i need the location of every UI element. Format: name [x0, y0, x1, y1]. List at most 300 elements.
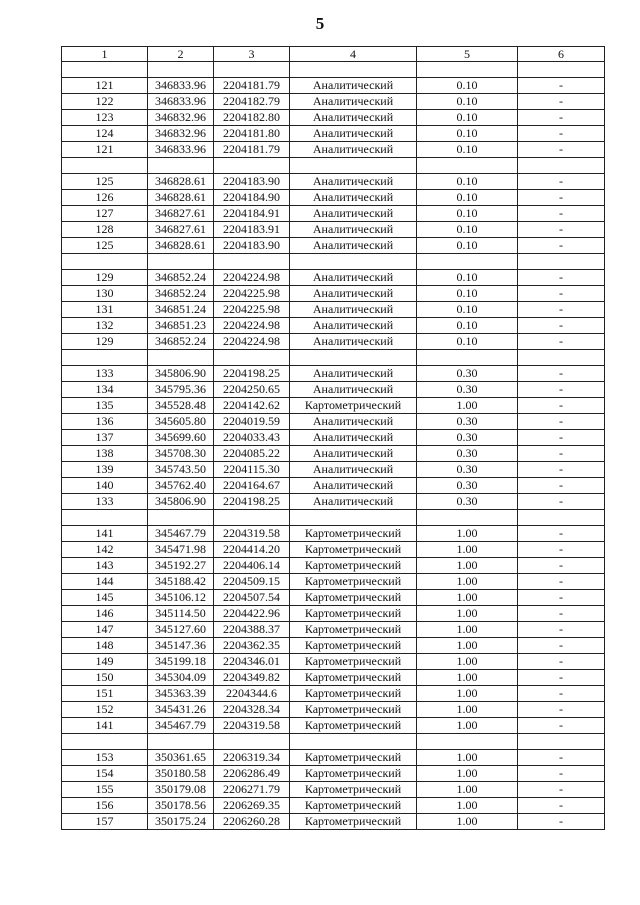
accuracy-cell: 1.00: [417, 798, 518, 814]
point-number-cell: 140: [62, 478, 148, 494]
method-cell: Картометрический: [290, 542, 417, 558]
description-cell: -: [518, 590, 605, 606]
table-row: [62, 414, 605, 430]
point-number-cell: 129: [62, 334, 148, 350]
description-cell: -: [518, 526, 605, 542]
empty-cell: [518, 254, 605, 270]
description-cell: -: [518, 382, 605, 398]
point-number-cell: 121: [62, 142, 148, 158]
column-header-row: [62, 47, 605, 62]
description-cell: -: [518, 638, 605, 654]
table-row: [62, 542, 605, 558]
x-coordinate-cell: 345192.27: [148, 558, 214, 574]
empty-cell: [518, 510, 605, 526]
table-row: [62, 622, 605, 638]
y-coordinate-cell: 2204198.25: [214, 366, 290, 382]
table-row: [62, 382, 605, 398]
x-coordinate-cell: 346852.24: [148, 286, 214, 302]
x-coordinate-cell: 346828.61: [148, 238, 214, 254]
y-coordinate-cell: 2204142.62: [214, 398, 290, 414]
empty-cell: [148, 734, 214, 750]
accuracy-cell: 0.30: [417, 414, 518, 430]
empty-cell: [518, 350, 605, 366]
y-coordinate-cell: 2204184.90: [214, 190, 290, 206]
column-header: 4: [290, 47, 417, 62]
y-coordinate-cell: 2204225.98: [214, 302, 290, 318]
x-coordinate-cell: 345363.39: [148, 686, 214, 702]
empty-cell: [214, 510, 290, 526]
accuracy-cell: 1.00: [417, 750, 518, 766]
y-coordinate-cell: 2206269.35: [214, 798, 290, 814]
description-cell: -: [518, 318, 605, 334]
method-cell: Аналитический: [290, 430, 417, 446]
accuracy-cell: 0.30: [417, 494, 518, 510]
table-row: [62, 654, 605, 670]
x-coordinate-cell: 346828.61: [148, 190, 214, 206]
method-cell: Картометрический: [290, 638, 417, 654]
empty-cell: [148, 254, 214, 270]
empty-cell: [214, 158, 290, 174]
empty-cell: [290, 734, 417, 750]
accuracy-cell: 0.10: [417, 110, 518, 126]
y-coordinate-cell: 2204388.37: [214, 622, 290, 638]
method-cell: Аналитический: [290, 126, 417, 142]
empty-cell: [290, 510, 417, 526]
x-coordinate-cell: 345304.09: [148, 670, 214, 686]
point-number-cell: 145: [62, 590, 148, 606]
table-row: [62, 270, 605, 286]
table-row: [62, 318, 605, 334]
description-cell: -: [518, 206, 605, 222]
table-row: [62, 126, 605, 142]
description-cell: -: [518, 574, 605, 590]
y-coordinate-cell: 2204183.90: [214, 174, 290, 190]
point-number-cell: 148: [62, 638, 148, 654]
method-cell: Аналитический: [290, 366, 417, 382]
x-coordinate-cell: 346833.96: [148, 142, 214, 158]
method-cell: Картометрический: [290, 398, 417, 414]
method-cell: Картометрический: [290, 750, 417, 766]
point-number-cell: 138: [62, 446, 148, 462]
point-number-cell: 154: [62, 766, 148, 782]
table-row: [62, 478, 605, 494]
empty-cell: [290, 350, 417, 366]
empty-cell: [290, 62, 417, 78]
accuracy-cell: 0.30: [417, 366, 518, 382]
method-cell: Аналитический: [290, 206, 417, 222]
x-coordinate-cell: 346833.96: [148, 94, 214, 110]
x-coordinate-cell: 346852.24: [148, 270, 214, 286]
description-cell: -: [518, 142, 605, 158]
method-cell: Аналитический: [290, 222, 417, 238]
method-cell: Аналитический: [290, 174, 417, 190]
accuracy-cell: 1.00: [417, 654, 518, 670]
point-number-cell: 139: [62, 462, 148, 478]
x-coordinate-cell: 350178.56: [148, 798, 214, 814]
point-number-cell: 157: [62, 814, 148, 830]
y-coordinate-cell: 2204509.15: [214, 574, 290, 590]
y-coordinate-cell: 2206260.28: [214, 814, 290, 830]
description-cell: -: [518, 302, 605, 318]
accuracy-cell: 0.10: [417, 126, 518, 142]
x-coordinate-cell: 346851.23: [148, 318, 214, 334]
accuracy-cell: 0.10: [417, 302, 518, 318]
point-number-cell: 144: [62, 574, 148, 590]
point-number-cell: 152: [62, 702, 148, 718]
y-coordinate-cell: 2204182.79: [214, 94, 290, 110]
point-number-cell: 141: [62, 526, 148, 542]
y-coordinate-cell: 2204224.98: [214, 318, 290, 334]
x-coordinate-cell: 346827.61: [148, 206, 214, 222]
point-number-cell: 123: [62, 110, 148, 126]
table-row: [62, 782, 605, 798]
point-number-cell: 129: [62, 270, 148, 286]
table-row: [62, 798, 605, 814]
accuracy-cell: 1.00: [417, 606, 518, 622]
point-number-cell: 150: [62, 670, 148, 686]
y-coordinate-cell: 2204224.98: [214, 334, 290, 350]
point-number-cell: 151: [62, 686, 148, 702]
method-cell: Аналитический: [290, 238, 417, 254]
y-coordinate-cell: 2204328.34: [214, 702, 290, 718]
description-cell: -: [518, 606, 605, 622]
table-row: [62, 238, 605, 254]
x-coordinate-cell: 345431.26: [148, 702, 214, 718]
x-coordinate-cell: 345806.90: [148, 494, 214, 510]
description-cell: -: [518, 670, 605, 686]
table-row: [62, 206, 605, 222]
description-cell: -: [518, 94, 605, 110]
method-cell: Картометрический: [290, 622, 417, 638]
table-row: [62, 174, 605, 190]
empty-cell: [518, 158, 605, 174]
y-coordinate-cell: 2204184.91: [214, 206, 290, 222]
point-number-cell: 133: [62, 494, 148, 510]
y-coordinate-cell: 2204164.67: [214, 478, 290, 494]
coordinates-table: [61, 46, 605, 830]
column-header: 5: [417, 47, 518, 62]
table-row: [62, 398, 605, 414]
accuracy-cell: 1.00: [417, 526, 518, 542]
x-coordinate-cell: 345605.80: [148, 414, 214, 430]
method-cell: Картометрический: [290, 814, 417, 830]
x-coordinate-cell: 345471.98: [148, 542, 214, 558]
description-cell: -: [518, 766, 605, 782]
description-cell: -: [518, 366, 605, 382]
table-row: [62, 574, 605, 590]
table-row: [62, 702, 605, 718]
point-number-cell: 142: [62, 542, 148, 558]
method-cell: Картометрический: [290, 670, 417, 686]
point-number-cell: 127: [62, 206, 148, 222]
table-row: [62, 750, 605, 766]
point-number-cell: 147: [62, 622, 148, 638]
accuracy-cell: 0.10: [417, 286, 518, 302]
table-row: [62, 94, 605, 110]
empty-cell: [290, 158, 417, 174]
y-coordinate-cell: 2204181.79: [214, 142, 290, 158]
x-coordinate-cell: 345467.79: [148, 718, 214, 734]
table-row: [62, 718, 605, 734]
accuracy-cell: 1.00: [417, 398, 518, 414]
method-cell: Картометрический: [290, 558, 417, 574]
point-number-cell: 126: [62, 190, 148, 206]
accuracy-cell: 1.00: [417, 638, 518, 654]
method-cell: Картометрический: [290, 606, 417, 622]
method-cell: Картометрический: [290, 574, 417, 590]
y-coordinate-cell: 2206271.79: [214, 782, 290, 798]
description-cell: -: [518, 654, 605, 670]
empty-cell: [148, 350, 214, 366]
method-cell: Картометрический: [290, 686, 417, 702]
empty-cell: [290, 254, 417, 270]
group-separator-row: [62, 158, 605, 174]
method-cell: Аналитический: [290, 142, 417, 158]
empty-cell: [62, 734, 148, 750]
method-cell: Картометрический: [290, 590, 417, 606]
empty-cell: [148, 510, 214, 526]
x-coordinate-cell: 346852.24: [148, 334, 214, 350]
table-row: [62, 590, 605, 606]
table-row: [62, 446, 605, 462]
x-coordinate-cell: 345467.79: [148, 526, 214, 542]
description-cell: -: [518, 622, 605, 638]
x-coordinate-cell: 350180.58: [148, 766, 214, 782]
method-cell: Аналитический: [290, 382, 417, 398]
x-coordinate-cell: 345708.30: [148, 446, 214, 462]
table-row: [62, 766, 605, 782]
y-coordinate-cell: 2204319.58: [214, 526, 290, 542]
accuracy-cell: 1.00: [417, 686, 518, 702]
y-coordinate-cell: 2204182.80: [214, 110, 290, 126]
description-cell: -: [518, 190, 605, 206]
empty-cell: [62, 254, 148, 270]
x-coordinate-cell: 345114.50: [148, 606, 214, 622]
accuracy-cell: 0.10: [417, 270, 518, 286]
y-coordinate-cell: 2204085.22: [214, 446, 290, 462]
empty-cell: [417, 158, 518, 174]
accuracy-cell: 1.00: [417, 702, 518, 718]
description-cell: -: [518, 222, 605, 238]
method-cell: Аналитический: [290, 446, 417, 462]
description-cell: -: [518, 686, 605, 702]
accuracy-cell: 1.00: [417, 782, 518, 798]
empty-cell: [518, 62, 605, 78]
method-cell: Аналитический: [290, 78, 417, 94]
description-cell: -: [518, 270, 605, 286]
y-coordinate-cell: 2206286.49: [214, 766, 290, 782]
y-coordinate-cell: 2204198.25: [214, 494, 290, 510]
accuracy-cell: 0.10: [417, 78, 518, 94]
point-number-cell: 141: [62, 718, 148, 734]
x-coordinate-cell: 345528.48: [148, 398, 214, 414]
x-coordinate-cell: 346851.24: [148, 302, 214, 318]
point-number-cell: 136: [62, 414, 148, 430]
empty-cell: [417, 510, 518, 526]
table-row: [62, 366, 605, 382]
x-coordinate-cell: 350361.65: [148, 750, 214, 766]
accuracy-cell: 0.10: [417, 334, 518, 350]
accuracy-cell: 0.30: [417, 478, 518, 494]
table-row: [62, 814, 605, 830]
point-number-cell: 125: [62, 238, 148, 254]
empty-cell: [214, 254, 290, 270]
y-coordinate-cell: 2204115.30: [214, 462, 290, 478]
x-coordinate-cell: 346827.61: [148, 222, 214, 238]
y-coordinate-cell: 2204250.65: [214, 382, 290, 398]
description-cell: -: [518, 750, 605, 766]
x-coordinate-cell: 350175.24: [148, 814, 214, 830]
x-coordinate-cell: 345762.40: [148, 478, 214, 494]
method-cell: Картометрический: [290, 654, 417, 670]
description-cell: -: [518, 814, 605, 830]
empty-cell: [417, 734, 518, 750]
accuracy-cell: 0.10: [417, 238, 518, 254]
y-coordinate-cell: 2204507.54: [214, 590, 290, 606]
point-number-cell: 125: [62, 174, 148, 190]
method-cell: Аналитический: [290, 478, 417, 494]
accuracy-cell: 1.00: [417, 622, 518, 638]
x-coordinate-cell: 345795.36: [148, 382, 214, 398]
x-coordinate-cell: 346832.96: [148, 110, 214, 126]
point-number-cell: 124: [62, 126, 148, 142]
description-cell: -: [518, 558, 605, 574]
description-cell: -: [518, 414, 605, 430]
column-header: 1: [62, 47, 148, 62]
y-coordinate-cell: 2204319.58: [214, 718, 290, 734]
point-number-cell: 134: [62, 382, 148, 398]
accuracy-cell: 1.00: [417, 590, 518, 606]
method-cell: Картометрический: [290, 766, 417, 782]
x-coordinate-cell: 350179.08: [148, 782, 214, 798]
x-coordinate-cell: 346833.96: [148, 78, 214, 94]
description-cell: -: [518, 110, 605, 126]
accuracy-cell: 0.10: [417, 190, 518, 206]
column-header: 3: [214, 47, 290, 62]
accuracy-cell: 0.10: [417, 206, 518, 222]
point-number-cell: 149: [62, 654, 148, 670]
y-coordinate-cell: 2204406.14: [214, 558, 290, 574]
y-coordinate-cell: 2204422.96: [214, 606, 290, 622]
empty-cell: [214, 734, 290, 750]
accuracy-cell: 0.10: [417, 142, 518, 158]
empty-cell: [214, 62, 290, 78]
table-row: [62, 670, 605, 686]
y-coordinate-cell: 2204344.6: [214, 686, 290, 702]
method-cell: Аналитический: [290, 94, 417, 110]
description-cell: -: [518, 718, 605, 734]
method-cell: Картометрический: [290, 526, 417, 542]
method-cell: Аналитический: [290, 110, 417, 126]
description-cell: -: [518, 126, 605, 142]
empty-cell: [62, 350, 148, 366]
column-header: 2: [148, 47, 214, 62]
accuracy-cell: 0.30: [417, 446, 518, 462]
empty-cell: [417, 350, 518, 366]
description-cell: -: [518, 238, 605, 254]
x-coordinate-cell: 345743.50: [148, 462, 214, 478]
description-cell: -: [518, 78, 605, 94]
table-row: [62, 286, 605, 302]
y-coordinate-cell: 2204225.98: [214, 286, 290, 302]
group-separator-row: [62, 510, 605, 526]
table-row: [62, 558, 605, 574]
group-separator-row: [62, 734, 605, 750]
description-cell: -: [518, 702, 605, 718]
point-number-cell: 131: [62, 302, 148, 318]
accuracy-cell: 1.00: [417, 814, 518, 830]
column-header: 6: [518, 47, 605, 62]
table-row: [62, 494, 605, 510]
point-number-cell: 153: [62, 750, 148, 766]
group-separator-row: [62, 254, 605, 270]
empty-cell: [62, 158, 148, 174]
empty-cell: [62, 510, 148, 526]
method-cell: Аналитический: [290, 494, 417, 510]
point-number-cell: 155: [62, 782, 148, 798]
description-cell: -: [518, 398, 605, 414]
method-cell: Аналитический: [290, 302, 417, 318]
y-coordinate-cell: 2204181.80: [214, 126, 290, 142]
accuracy-cell: 0.10: [417, 94, 518, 110]
accuracy-cell: 1.00: [417, 542, 518, 558]
point-number-cell: 133: [62, 366, 148, 382]
y-coordinate-cell: 2204033.43: [214, 430, 290, 446]
point-number-cell: 122: [62, 94, 148, 110]
accuracy-cell: 0.30: [417, 382, 518, 398]
point-number-cell: 121: [62, 78, 148, 94]
table-row: [62, 686, 605, 702]
x-coordinate-cell: 345147.36: [148, 638, 214, 654]
point-number-cell: 143: [62, 558, 148, 574]
y-coordinate-cell: 2204183.91: [214, 222, 290, 238]
accuracy-cell: 1.00: [417, 718, 518, 734]
x-coordinate-cell: 345199.18: [148, 654, 214, 670]
table-row: [62, 222, 605, 238]
y-coordinate-cell: 2204019.59: [214, 414, 290, 430]
point-number-cell: 135: [62, 398, 148, 414]
table-row: [62, 638, 605, 654]
description-cell: -: [518, 286, 605, 302]
description-cell: -: [518, 782, 605, 798]
accuracy-cell: 0.30: [417, 462, 518, 478]
table-row: [62, 526, 605, 542]
method-cell: Аналитический: [290, 318, 417, 334]
method-cell: Аналитический: [290, 286, 417, 302]
group-separator-row: [62, 62, 605, 78]
y-coordinate-cell: 2204362.35: [214, 638, 290, 654]
description-cell: -: [518, 334, 605, 350]
method-cell: Аналитический: [290, 462, 417, 478]
method-cell: Аналитический: [290, 414, 417, 430]
accuracy-cell: 0.10: [417, 222, 518, 238]
empty-cell: [148, 158, 214, 174]
y-coordinate-cell: 2204183.90: [214, 238, 290, 254]
y-coordinate-cell: 2204181.79: [214, 78, 290, 94]
point-number-cell: 132: [62, 318, 148, 334]
table-row: [62, 142, 605, 158]
x-coordinate-cell: 345106.12: [148, 590, 214, 606]
y-coordinate-cell: 2204414.20: [214, 542, 290, 558]
accuracy-cell: 1.00: [417, 670, 518, 686]
accuracy-cell: 1.00: [417, 766, 518, 782]
y-coordinate-cell: 2204346.01: [214, 654, 290, 670]
method-cell: Аналитический: [290, 270, 417, 286]
y-coordinate-cell: 2206319.34: [214, 750, 290, 766]
table-row: [62, 78, 605, 94]
method-cell: Аналитический: [290, 190, 417, 206]
description-cell: -: [518, 430, 605, 446]
